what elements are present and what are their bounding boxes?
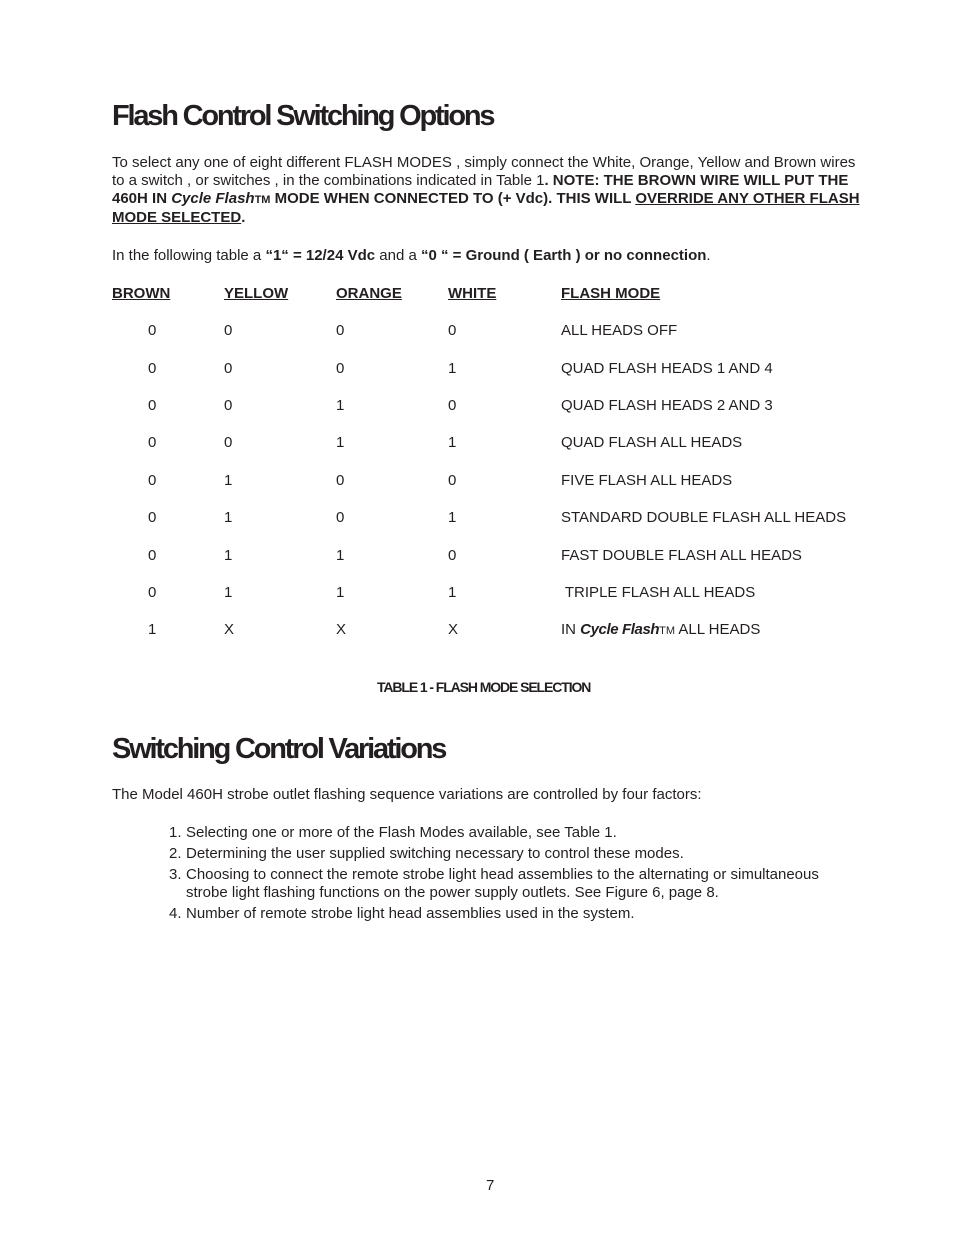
section-title-flash-control: Flash Control Switching Options [112, 100, 494, 132]
cell-orange: 0 [336, 472, 345, 489]
cell-brown: 0 [148, 584, 157, 601]
mode-prefix: IN [561, 621, 581, 638]
legend-mid: and a [375, 247, 421, 264]
header-flash-mode: FLASH MODE [561, 285, 661, 302]
cell-orange: 1 [336, 434, 345, 451]
cell-yellow: 1 [224, 509, 233, 526]
cell-orange: 0 [336, 509, 345, 526]
override-text: OVERRIDE ANY OTHER FLASH MODE SELECTED [112, 190, 860, 226]
cycle-flash-text: Cycle Flash [171, 190, 255, 207]
cell-flash-mode: QUAD FLASH HEADS 2 AND 3 [561, 397, 773, 414]
list-item-text: Choosing to connect the remote strobe light head assemblies to the alternating or simultaneous strobe light flashing functions on the power supply outlets. See Figure 6, page 8. [186, 866, 819, 901]
cell-brown: 0 [148, 472, 157, 489]
header-brown: BROWN [112, 285, 171, 302]
mode-cycle-flash: Cycle Flash [580, 621, 660, 638]
cell-brown: 0 [148, 397, 157, 414]
cell-white: X [448, 621, 459, 638]
cell-orange: 0 [336, 322, 345, 339]
cell-yellow: 1 [224, 547, 233, 564]
cell-white: 1 [448, 509, 457, 526]
cell-white: 0 [448, 322, 457, 339]
legend-zero: “0 “ = Ground ( Earth ) or no connection [420, 247, 707, 264]
intro-text: To select any one of eight different FLASH MODES , simply connect the White, Orange, Yellow and Brown wires to a switch , or switches , in the combinations indicated in Table 1 [112, 154, 856, 189]
factors-intro: The Model 460H strobe outlet flashing sequence variations are controlled by four factors: [112, 786, 702, 803]
cell-brown: 0 [148, 547, 157, 564]
cell-flash-mode: FIVE FLASH ALL HEADS [561, 472, 733, 489]
section-title-switching-control: Switching Control Variations [112, 733, 446, 765]
cell-yellow: 0 [224, 322, 233, 339]
list-item [169, 824, 859, 842]
cell-orange: 1 [336, 584, 345, 601]
legend-line [112, 247, 711, 265]
header-yellow: YELLOW [224, 285, 289, 302]
cell-yellow: 0 [224, 360, 233, 377]
cell-white: 1 [448, 584, 457, 601]
list-item-number: 3. [169, 866, 182, 883]
mode-trademark: TM [659, 625, 676, 637]
cell-yellow: 0 [224, 397, 233, 414]
cell-brown: 0 [148, 509, 157, 526]
cell-flash-mode: ALL HEADS OFF [561, 322, 678, 339]
note-end: . [241, 209, 246, 226]
cell-yellow: X [224, 621, 235, 638]
legend-prefix: In the following table a [112, 247, 266, 264]
list-item-text: Determining the user supplied switching necessary to control these modes. [186, 845, 684, 862]
list-item-number: 2. [169, 845, 182, 862]
list-item-number: 4. [169, 905, 182, 922]
page-number: 7 [486, 1177, 495, 1194]
cell-brown: 0 [148, 434, 157, 451]
cell-flash-mode: STANDARD DOUBLE FLASH ALL HEADS [561, 509, 847, 526]
list-item-text: Selecting one or more of the Flash Modes available, see Table 1. [186, 824, 617, 841]
note-text-a: . NOTE: THE BROWN WIRE WILL PUT THE 460H IN [112, 172, 849, 207]
list-item [169, 866, 859, 902]
legend-end: . [706, 247, 711, 264]
list-item-number: 1. [169, 824, 182, 841]
intro-paragraph [112, 154, 864, 227]
cell-orange: 0 [336, 360, 345, 377]
cell-yellow: 0 [224, 434, 233, 451]
cell-white: 0 [448, 397, 457, 414]
cell-flash-mode: QUAD FLASH ALL HEADS [561, 434, 743, 451]
header-white: WHITE [448, 285, 497, 302]
factors-list [169, 824, 859, 926]
table-caption: TABLE 1 - FLASH MODE SELECTION [377, 679, 591, 695]
cell-brown: 0 [148, 322, 157, 339]
cell-white: 0 [448, 472, 457, 489]
list-item [169, 845, 859, 863]
note-text-b: MODE WHEN CONNECTED TO (+ Vdc). THIS WILL [270, 190, 636, 207]
cell-white: 1 [448, 360, 457, 377]
cell-orange: X [336, 621, 347, 638]
list-item [169, 905, 859, 923]
list-item-text: Number of remote strobe light head assemblies used in the system. [186, 905, 635, 922]
cell-white: 1 [448, 434, 457, 451]
cell-yellow: 1 [224, 472, 233, 489]
cell-flash-mode [561, 621, 760, 638]
cell-flash-mode: FAST DOUBLE FLASH ALL HEADS [561, 547, 802, 564]
cell-white: 0 [448, 547, 457, 564]
cell-flash-mode: TRIPLE FLASH ALL HEADS [561, 584, 756, 601]
trademark-text: TM [254, 194, 271, 206]
cell-orange: 1 [336, 397, 345, 414]
cell-brown: 0 [148, 360, 157, 377]
cell-yellow: 1 [224, 584, 233, 601]
legend-one: “1“ = 12/24 Vdc [265, 247, 376, 264]
mode-suffix: ALL HEADS [675, 621, 761, 638]
header-orange: ORANGE [336, 285, 402, 302]
cell-orange: 1 [336, 547, 345, 564]
cell-brown: 1 [148, 621, 157, 638]
cell-flash-mode: QUAD FLASH HEADS 1 AND 4 [561, 360, 773, 377]
